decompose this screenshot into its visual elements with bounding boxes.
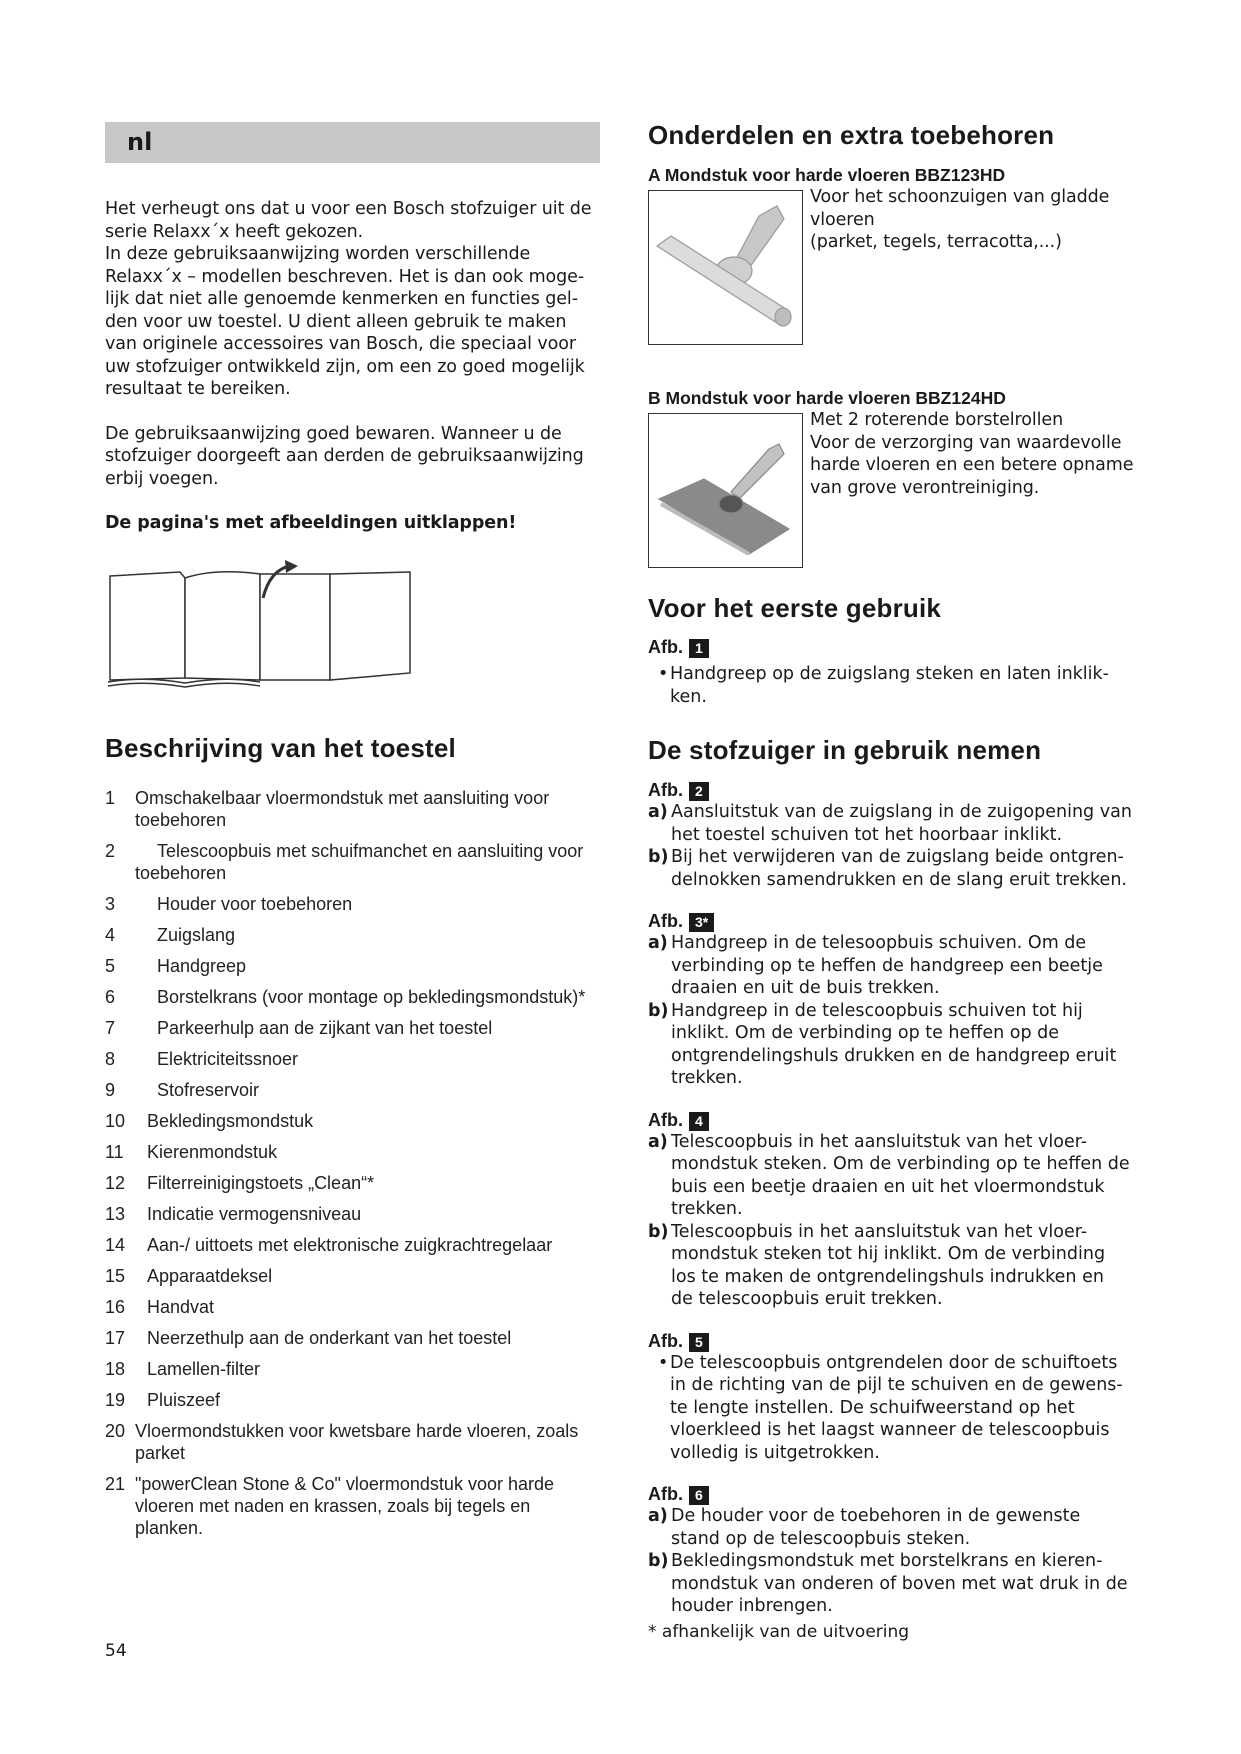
fig-5-label: Afb. 5 [648, 1331, 1148, 1352]
language-header-bar [105, 122, 600, 163]
list-item [105, 1296, 615, 1318]
list-item-number: 7 [105, 1018, 116, 1038]
fig-3-section [648, 911, 1148, 1090]
fold-arrow-icon [285, 560, 298, 573]
intro-line: In deze gebruiksaanwijzing worden verschillende [105, 244, 531, 264]
intro-line: uw stofzuiger ontwikkeld zijn, om een zo goed mogelijk [105, 356, 585, 377]
intro-line: erbij voegen. [105, 468, 219, 489]
list-item-number: 15 [105, 1266, 126, 1286]
accessories-heading: Onderdelen en extra toebehoren [648, 120, 1055, 150]
accessory-b-description [810, 409, 1140, 499]
list-item-text: "powerClean Stone & Co" vloermondstuk voor harde vloeren met naden en krassen, zoals bij tegels en planken. [135, 1474, 555, 1538]
list-item-number: 16 [105, 1297, 126, 1317]
list-item-text: Elektriciteitssnoer [157, 1049, 299, 1069]
fig-3-badge: 3* [689, 913, 714, 932]
list-item [105, 1017, 615, 1039]
accessory-a-description [810, 186, 1140, 254]
accessory-line: Voor het schoonzuigen van gladde [810, 187, 1110, 207]
accessory-line: vloeren [810, 209, 875, 230]
list-item-number: 10 [105, 1111, 126, 1131]
fold-note: De pagina's met afbeeldingen uitklappen! [105, 513, 517, 533]
step-a: a) Aansluitstuk van de zuigslang in de zuigopening van het toestel schuiven tot het hoorbaar inklikt. [648, 802, 1132, 845]
step-a: a) Handgreep in de telesoopbuis schuiven. Om de verbinding op te heffen de handgreep een beetje draaien en uit de buis trekken. [648, 933, 1103, 998]
description-list [105, 787, 615, 1548]
fig-1-badge: 1 [689, 639, 709, 658]
list-item-number: 17 [105, 1328, 126, 1348]
fig-2-badge: 2 [689, 782, 709, 801]
bullet-step: • De telescoopbuis ontgrendelen door de schuiftoets in de richting van de pijl te schuiven en de gewens- te lengte instellen. De schuifweerstand op het vloerkleed is het laagst wanneer de telescoopbuis volledig is uitgetrokken. [658, 1352, 1123, 1463]
list-item [105, 840, 615, 884]
first-use-bullet [648, 663, 1148, 708]
intro-line: lijk dat niet alle genoemde kenmerken en functies gel- [105, 289, 578, 309]
list-item-number: 21 [105, 1474, 126, 1494]
intro-line: Het verheugt ons dat u voor een Bosch stofzuiger uit de [105, 199, 592, 219]
bullet-line: Handgreep op de zuigslang steken en laten inklik- [670, 664, 1109, 684]
list-item-text: Neerzethulp aan de onderkant van het toestel [147, 1328, 512, 1348]
list-item-number: 2 [105, 841, 116, 861]
intro-line: stofzuiger doorgeeft aan derden de gebruiksaanwijzing [105, 446, 584, 466]
intro-line: serie Relaxx´x heeft gekozen. [105, 221, 364, 242]
list-item-number: 4 [105, 925, 116, 945]
intro-line: van originele accessoires van Bosch, die speciaal voor [105, 334, 576, 354]
accessory-line: harde vloeren en een betere opname [810, 455, 1134, 475]
list-item [105, 787, 615, 831]
list-item [105, 1234, 615, 1256]
step-b: b) Bij het verwijderen van de zuigslang beide ontgren- delnokken samendrukken en de slang eruit trekken. [648, 847, 1127, 890]
list-item-number: 20 [105, 1421, 126, 1441]
accessory-line: Voor de verzorging van waardevolle [810, 432, 1122, 453]
list-item-number: 3 [105, 894, 116, 914]
footnote: * afhankelijk van de uitvoering [648, 1622, 910, 1642]
accessory-line: van grove verontreiniging. [810, 477, 1040, 498]
list-item-text: Houder voor toebehoren [157, 894, 353, 914]
language-code: nl [127, 128, 153, 156]
fig-5-section [648, 1331, 1148, 1465]
bullet-icon: • [658, 664, 669, 684]
step-a: a) Telescoopbuis in het aansluitstuk van het vloer- mondstuk steken. Om de verbinding op te heffen de buis een beetje draaien en uit het vloermondstuk trekken. [648, 1131, 1130, 1219]
fig-6-label: Afb. 6 [648, 1484, 1148, 1505]
list-item-text: Apparaatdeksel [147, 1266, 273, 1286]
list-item [105, 893, 615, 915]
list-item-text: Indicatie vermogensniveau [147, 1204, 362, 1224]
page-number: 54 [105, 1641, 127, 1661]
step-b: b) Handgreep in de telescoopbuis schuiven tot hij inklikt. Om de verbinding op te heffen op de ontgrendelingshuls drukken en de handgreep eruit trekken. [648, 1000, 1117, 1088]
intro-paragraph-1 [105, 198, 615, 401]
description-heading: Beschrijving van het toestel [105, 733, 456, 763]
list-item-text: Lamellen-filter [147, 1359, 261, 1379]
list-item-number: 13 [105, 1204, 126, 1224]
list-item-text: Zuigslang [157, 925, 236, 945]
in-use-heading: De stofzuiger in gebruik nemen [648, 735, 1042, 765]
list-item-number: 19 [105, 1390, 126, 1410]
fig-4-badge: 4 [689, 1112, 709, 1131]
list-item [105, 1141, 615, 1163]
bullet-icon: • [658, 1352, 669, 1373]
list-item-text: Omschakelbaar vloermondstuk met aansluiting voor toebehoren [135, 788, 550, 830]
first-use-heading: Voor het eerste gebruik [648, 593, 942, 623]
list-item-text: Aan-/ uittoets met elektronische zuigkrachtregelaar [147, 1235, 553, 1255]
fig-6-section [648, 1484, 1148, 1618]
step-b: b) Bekledingsmondstuk met borstelkrans en kieren- mondstuk van onderen of boven met wat druk in de houder inbrengen. [648, 1551, 1128, 1616]
list-item [105, 1172, 615, 1194]
list-item [105, 1079, 615, 1101]
list-item-number: 8 [105, 1049, 116, 1069]
list-item-text: Parkeerhulp aan de zijkant van het toestel [157, 1018, 493, 1038]
intro-line: De gebruiksaanwijzing goed bewaren. Wanneer u de [105, 423, 562, 444]
list-item-number: 12 [105, 1173, 126, 1193]
step-a: a) De houder voor de toebehoren in de gewenste stand op de telescoopbuis steken. [648, 1506, 1081, 1549]
list-item-number: 18 [105, 1359, 126, 1379]
list-item-text: Pluiszeef [147, 1390, 221, 1410]
bullet-line: ken. [670, 686, 707, 707]
list-item-number: 1 [105, 788, 116, 808]
fig-1-label: Afb. 1 [648, 637, 1148, 658]
in-use-body [648, 780, 1148, 1618]
list-item-text: Vloermondstukken voor kwetsbare harde vloeren, zoals parket [135, 1421, 579, 1463]
fig-5-badge: 5 [689, 1333, 709, 1352]
list-item-number: 5 [105, 956, 116, 976]
list-item-number: 11 [105, 1142, 124, 1162]
fig-3-label: Afb. 3* [648, 911, 1148, 932]
fig-6-badge: 6 [689, 1486, 709, 1505]
accessory-a-title: A Mondstuk voor harde vloeren BBZ123HD [648, 165, 1006, 185]
intro-section [105, 198, 615, 535]
list-item-text: Borstelkrans (voor montage op bekledingsmondstuk)* [157, 987, 586, 1007]
list-item-text: Telescoopbuis met schuifmanchet en aansluiting voor toebehoren [135, 841, 584, 883]
fig-2-section [648, 780, 1148, 891]
list-item [105, 955, 615, 977]
list-item-text: Handgreep [157, 956, 247, 976]
list-item [105, 1110, 615, 1132]
list-item [105, 1265, 615, 1287]
list-item-text: Kierenmondstuk [147, 1142, 278, 1162]
list-item-text: Stofreservoir [157, 1080, 260, 1100]
intro-line: den voor uw toestel. U dient alleen gebruik te maken [105, 311, 567, 332]
accessory-b-title: B Mondstuk voor harde vloeren BBZ124HD [648, 388, 1006, 408]
list-item-text: Filterreinigingstoets „Clean“* [147, 1173, 375, 1193]
accessory-a-image [648, 190, 803, 345]
list-item-text: Bekledingsmondstuk [147, 1111, 314, 1131]
accessory-line: Met 2 roterende borstelrollen [810, 410, 1064, 430]
fig-2-label: Afb. 2 [648, 780, 1148, 801]
list-item [105, 1358, 615, 1380]
list-item [105, 924, 615, 946]
list-item [105, 1327, 615, 1349]
list-item-number: 9 [105, 1080, 116, 1100]
intro-line: resultaat te bereiken. [105, 379, 291, 399]
list-item [105, 1420, 615, 1464]
fig-4-label: Afb. 4 [648, 1110, 1148, 1131]
accessory-b-image [648, 413, 803, 568]
list-item [105, 1048, 615, 1070]
accessory-line: (parket, tegels, terracotta,...) [810, 232, 1062, 252]
intro-line: Relaxx´x – modellen beschreven. Het is dan ook moge- [105, 266, 585, 287]
list-item-number: 6 [105, 987, 116, 1007]
list-item [105, 1473, 615, 1539]
list-item [105, 986, 615, 1008]
step-b: b) Telescoopbuis in het aansluitstuk van het vloer- mondstuk steken tot hij inklikt. Om de verbinding los te maken de ontgrendelingshuls indrukken en de telescoopbuis eruit trekken. [648, 1221, 1106, 1309]
list-item [105, 1389, 615, 1411]
list-item-text: Handvat [147, 1297, 215, 1317]
fig-4-section [648, 1110, 1148, 1311]
foldout-pages-illustration [105, 558, 425, 688]
list-item [105, 1203, 615, 1225]
list-item-number: 14 [105, 1235, 126, 1255]
intro-paragraph-2 [105, 423, 615, 491]
